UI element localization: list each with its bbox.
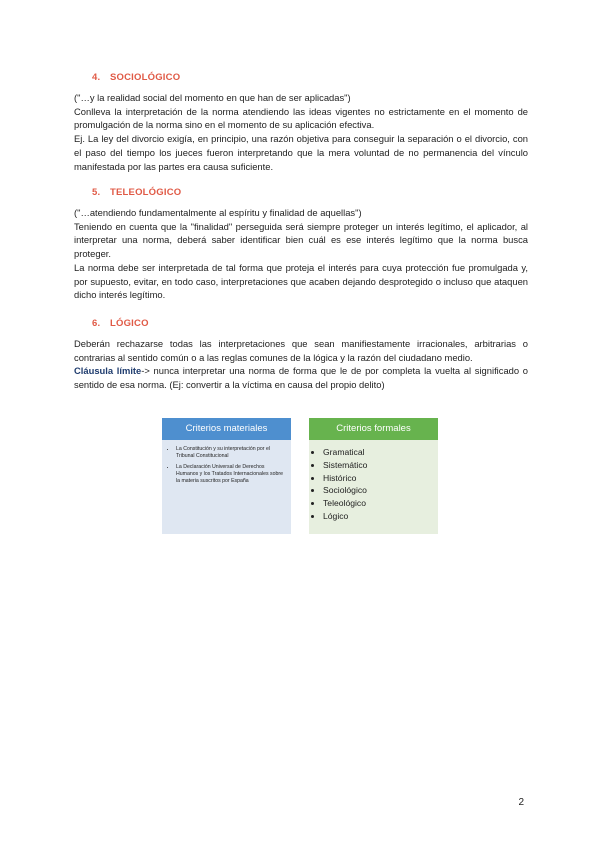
section-sociologico: [74, 72, 528, 173]
criterios-materiales-list: [162, 446, 291, 485]
clause-label: Cláusula límite: [74, 365, 142, 377]
section-teleologico: [74, 187, 528, 302]
criteria-diagram: [162, 418, 438, 534]
list-item: • Sistemático: [323, 459, 432, 472]
body-paragraph: La norma debe ser interpretada de tal forma que proteja el interés para cuya protección fue promulgada y, por supuesto, evitar, en todo caso, interpretaciones que acaben dejando desprotegido o incluso que ataquen dicho interés legítimo.: [74, 261, 528, 301]
list-item: • Sociológico: [323, 484, 432, 497]
criterios-formales-title: Criterios formales: [309, 418, 438, 440]
criterios-formales-box: [309, 418, 438, 534]
section-heading: 4. SOCIOLÓGICO: [92, 72, 181, 83]
clause-paragraph: [74, 364, 528, 391]
page-number: 2: [518, 797, 524, 808]
body-paragraph: Conlleva la interpretación de la norma atendiendo las ideas vigentes no estrictamente en el momento de promulgación de la norma sino en el momento de su aplicación efectiva.: [74, 105, 528, 131]
list-item: • Gramatical: [323, 446, 432, 459]
criterios-materiales-title: Criterios materiales: [162, 418, 291, 440]
list-item: • La Constitución y su interpretación por el Tribunal Constitucional: [176, 446, 285, 460]
list-item: • Histórico: [323, 472, 432, 485]
criterios-materiales-box: [162, 418, 291, 534]
clause-text: -> nunca interpretar una norma de forma que le de por completa la vuelta al significado o sentido de esa norma. (Ej: convertir a la víctima en causa del propio delito): [74, 365, 528, 391]
quote-text: ("…y la realidad social del momento en que han de ser aplicadas"): [74, 92, 351, 103]
section-logico: [74, 318, 528, 392]
body-paragraph: Deberán rechazarse todas las interpretaciones que sean manifiestamente irracionales, arbitrarias o contrarias al sentido común o a las reglas comunes de la lógica y la razón del ciudadano medio.: [74, 338, 528, 363]
criterios-formales-list: [309, 446, 438, 523]
example-paragraph: Ej. La ley del divorcio exigía, en principio, una razón objetiva para conseguir la separación o el divorcio, con el paso del tiempo los jueces fueron interpretando que la mera voluntad de no permanencia del vínculo manifestada por las partes era causa suficiente.: [74, 133, 528, 172]
body-paragraph: Teniendo en cuenta que la "finalidad" perseguida será siempre proteger un interés legítimo, el aplicador, al interpretar una norma, deberá saber identificar bien cuál es ese interés legítimo que la norma busca proteger.: [74, 220, 528, 260]
quote-text: ("…atendiendo fundamentalmente al espíritu y finalidad de aquellas"): [74, 207, 362, 218]
list-item: • Lógico: [323, 510, 432, 523]
section-heading: 5. TELEOLÓGICO: [92, 187, 182, 198]
list-item: • La Declaración Universal de Derechos Humanos y los Tratados Internacionales sobre la materia suscritos por España: [176, 464, 285, 485]
section-heading: 6. LÓGICO: [92, 318, 149, 329]
list-item: • Teleológico: [323, 497, 432, 510]
